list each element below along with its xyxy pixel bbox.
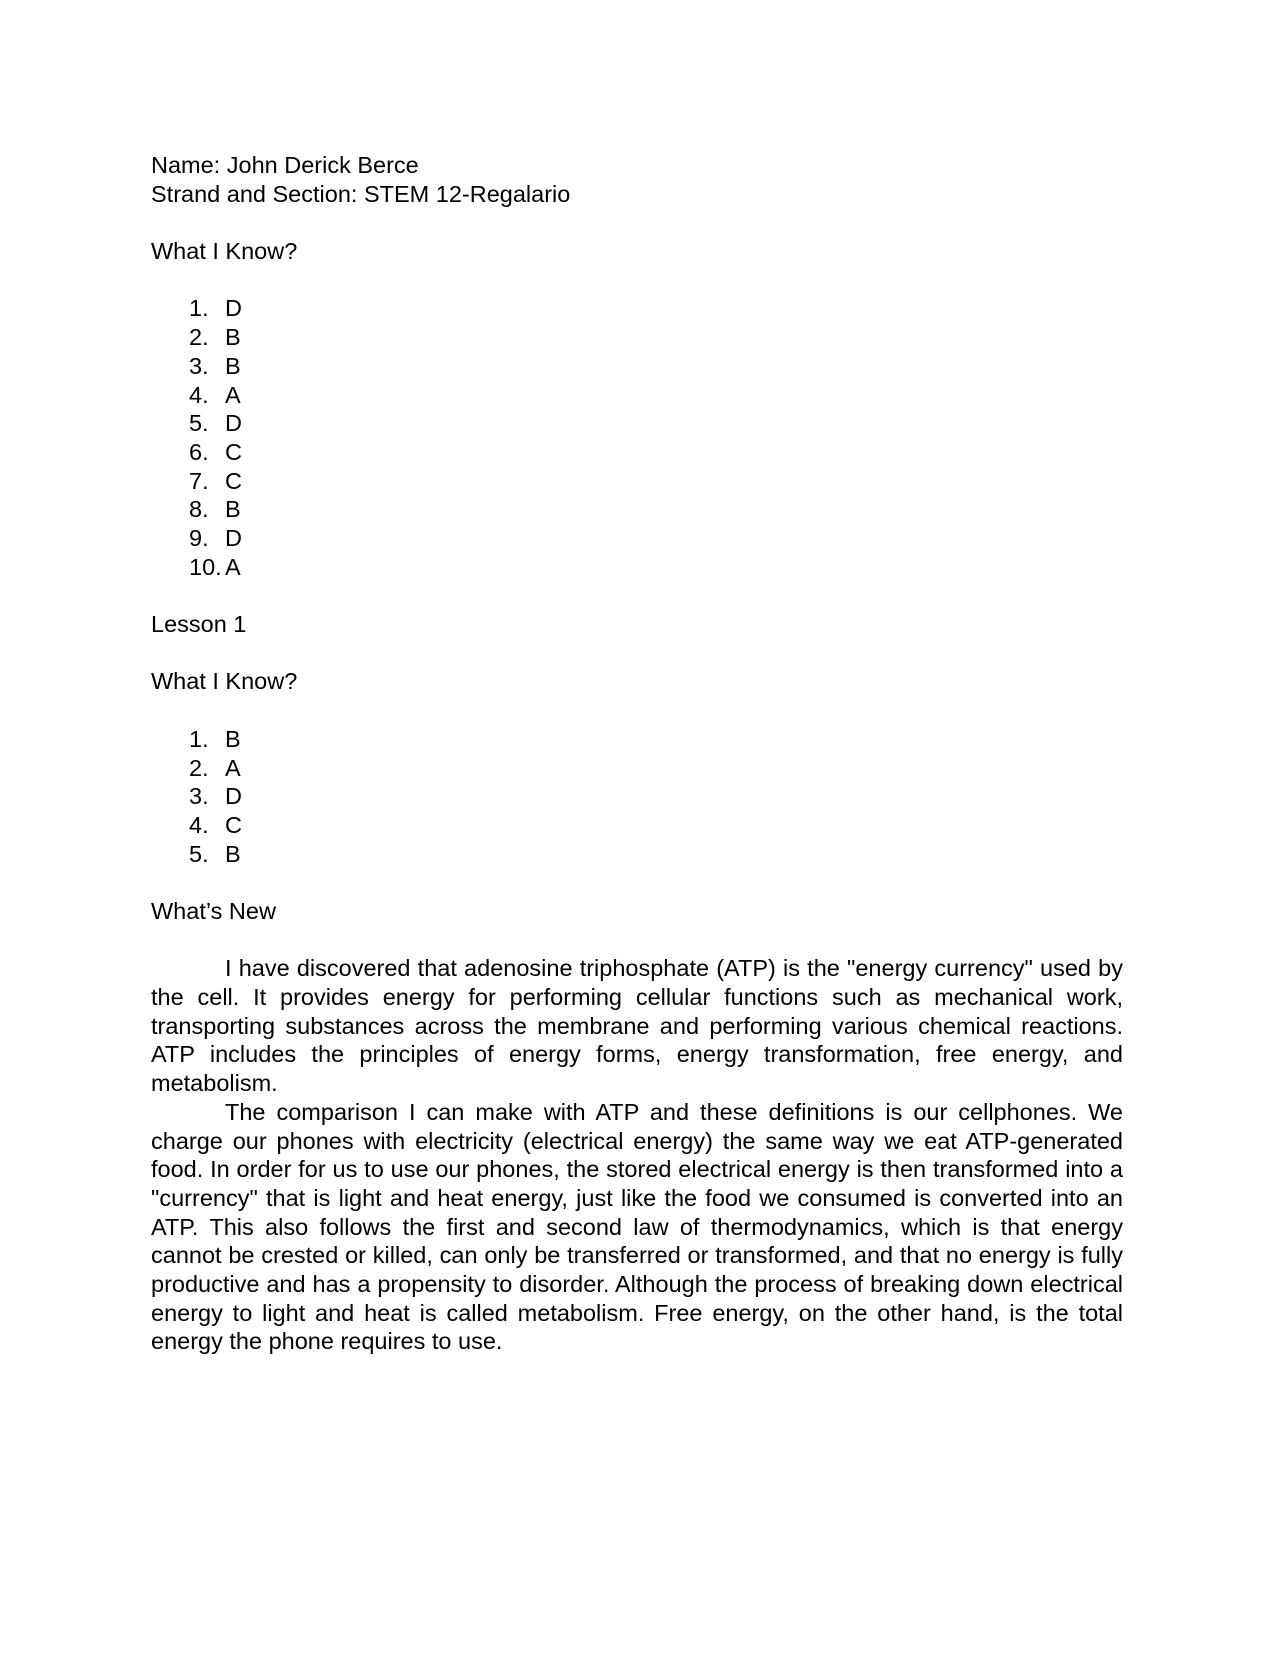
item-number: 4. xyxy=(189,381,209,408)
list-item xyxy=(151,294,1123,323)
spacer xyxy=(151,581,1123,610)
item-answer: C xyxy=(225,811,242,838)
list-item xyxy=(151,782,1123,811)
item-number: 10. xyxy=(189,553,222,580)
list-item xyxy=(151,438,1123,467)
item-number: 3. xyxy=(189,783,209,810)
item-number: 9. xyxy=(189,524,209,551)
list-item xyxy=(151,754,1123,783)
list-item xyxy=(151,811,1123,840)
list-item xyxy=(151,725,1123,754)
list-item xyxy=(151,495,1123,524)
item-answer: B xyxy=(225,324,241,351)
lesson-title: Lesson 1 xyxy=(151,611,247,638)
item-number: 1. xyxy=(189,295,209,322)
list-item xyxy=(151,409,1123,438)
section-heading-what-i-know-2: What I Know? xyxy=(151,668,298,695)
list-item xyxy=(151,840,1123,869)
section-heading-whats-new: What’s New xyxy=(151,897,276,924)
list-item xyxy=(151,524,1123,553)
paragraph-1: I have discovered that adenosine triphosphate (ATP) is the "energy currency" used by the cell. It provides energy for performing cellular functions such as mechanical work, transporting substances across the membrane and performing various chemical reactions. ATP includes the principles of energy forms, energy transformation, free energy, and metabolism. xyxy=(151,955,1123,1097)
item-answer: D xyxy=(225,295,242,322)
item-number: 7. xyxy=(189,467,209,494)
section-heading-what-i-know-1: What I Know? xyxy=(151,238,298,265)
item-number: 5. xyxy=(189,410,209,437)
item-answer: C xyxy=(225,438,242,465)
spacer xyxy=(151,266,1123,295)
strand-section: Strand and Section: STEM 12-Regalario xyxy=(151,180,571,207)
item-number: 4. xyxy=(189,811,209,838)
item-number: 6. xyxy=(189,438,209,465)
item-answer: C xyxy=(225,467,242,494)
item-answer: B xyxy=(225,725,241,752)
item-answer: D xyxy=(225,783,242,810)
list-item xyxy=(151,467,1123,496)
item-answer: B xyxy=(225,840,241,867)
spacer xyxy=(151,926,1123,955)
spacer xyxy=(151,639,1123,668)
item-answer: D xyxy=(225,524,242,551)
list-item xyxy=(151,553,1123,582)
item-number: 2. xyxy=(189,754,209,781)
spacer xyxy=(151,696,1123,725)
item-number: 3. xyxy=(189,352,209,379)
paragraph-2: The comparison I can make with ATP and these definitions is our cellphones. We charge our phones with electricity (electrical energy) the same way we eat ATP-generated food. In order for us to use our phones, the stored electrical energy is then transformed into a "currency" that is light and heat energy, just like the food we consumed is converted into an ATP. This also follows the first and second law of thermodynamics, which is that energy cannot be crested or killed, can only be transferred or transformed, and that no energy is fully productive and has a propensity to disorder. Although the process of breaking down electrical energy to light and heat is called metabolism. Free energy, on the other hand, is the total energy the phone requires to use. xyxy=(151,1098,1123,1355)
list-item xyxy=(151,352,1123,381)
list-item xyxy=(151,323,1123,352)
item-answer: B xyxy=(225,352,241,379)
answer-list-2 xyxy=(151,725,1123,868)
spacer xyxy=(151,868,1123,897)
list-item xyxy=(151,381,1123,410)
answer-list-1 xyxy=(151,294,1123,581)
item-answer: A xyxy=(225,553,241,580)
item-answer: A xyxy=(225,381,241,408)
item-number: 5. xyxy=(189,840,209,867)
document-page xyxy=(151,151,1123,1356)
spacer xyxy=(151,208,1123,237)
item-answer: A xyxy=(225,754,241,781)
student-name: Name: John Derick Berce xyxy=(151,152,419,178)
item-number: 1. xyxy=(189,725,209,752)
item-answer: D xyxy=(225,410,242,437)
item-number: 2. xyxy=(189,324,209,351)
item-number: 8. xyxy=(189,496,209,523)
item-answer: B xyxy=(225,496,241,523)
